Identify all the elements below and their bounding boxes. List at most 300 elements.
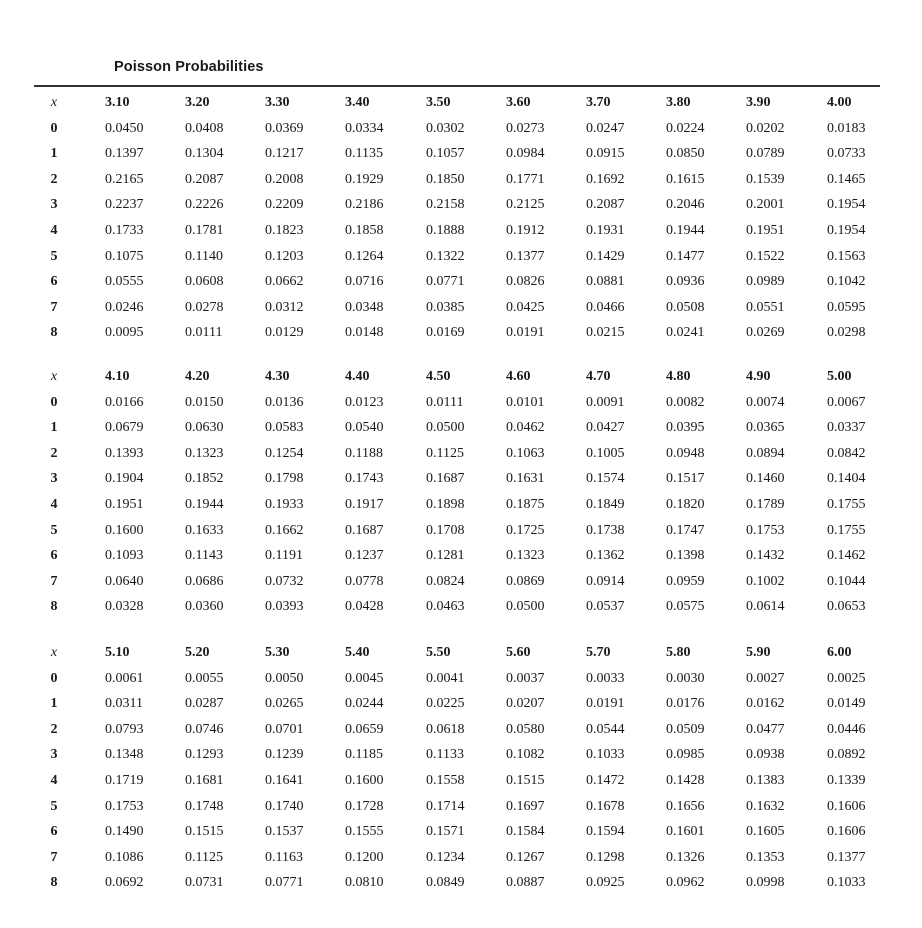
probability-cell: 0.1188 <box>345 445 383 461</box>
probability-cell: 0.0311 <box>105 696 143 712</box>
probability-cell: 0.0337 <box>827 420 866 436</box>
probability-cell: 0.0111 <box>426 394 464 410</box>
table-row <box>0 195 922 221</box>
table-header-row <box>0 367 922 393</box>
mean-column-header: 5.40 <box>345 645 370 660</box>
probability-cell: 0.1912 <box>506 223 545 238</box>
mean-column-header: 6.00 <box>827 645 852 660</box>
probability-cell: 0.0692 <box>105 875 144 891</box>
probability-cell: 0.1057 <box>426 146 465 162</box>
probability-cell: 0.1606 <box>827 798 866 814</box>
probability-cell: 0.0191 <box>586 696 625 712</box>
probability-cell: 0.0914 <box>586 573 625 589</box>
probability-cell: 0.1033 <box>827 875 866 891</box>
probability-cell: 0.0246 <box>105 299 144 315</box>
probability-cell: 0.0580 <box>506 721 545 737</box>
probability-cell: 0.0334 <box>345 120 384 136</box>
x-value: 2 <box>50 721 58 737</box>
probability-cell: 0.0789 <box>746 146 785 162</box>
probability-cell: 0.0810 <box>345 875 384 891</box>
probability-cell: 0.1931 <box>586 223 625 238</box>
probability-cell: 0.0887 <box>506 875 545 891</box>
probability-cell: 0.1133 <box>426 747 464 763</box>
x-value: 7 <box>50 849 58 865</box>
probability-cell: 0.1163 <box>265 849 303 865</box>
probability-cell: 0.0826 <box>506 274 545 290</box>
table-row <box>0 745 922 771</box>
probability-cell: 0.1697 <box>506 798 545 814</box>
probability-cell: 0.1404 <box>827 471 866 487</box>
probability-cell: 0.0207 <box>506 696 545 712</box>
probability-cell: 0.0662 <box>265 274 304 290</box>
probability-cell: 0.1944 <box>185 497 224 512</box>
mean-column-header: 4.80 <box>666 369 691 384</box>
probability-cell: 0.1191 <box>265 548 303 564</box>
probability-cell: 0.0793 <box>105 721 144 737</box>
probability-cell: 0.1678 <box>586 798 625 814</box>
probability-cell: 0.0771 <box>265 875 304 891</box>
probability-cell: 0.1326 <box>666 849 705 865</box>
x-value: 1 <box>50 696 58 712</box>
probability-cell: 0.0540 <box>345 420 384 436</box>
probability-cell: 0.1753 <box>746 522 785 538</box>
mean-column-header: 4.30 <box>265 369 290 384</box>
probability-cell: 0.1606 <box>827 824 866 840</box>
probability-cell: 0.1600 <box>345 773 384 788</box>
table-title: Poisson Probabilities <box>114 59 264 75</box>
probability-cell: 0.0082 <box>666 394 705 410</box>
x-value: 4 <box>50 497 58 512</box>
probability-cell: 0.1033 <box>586 747 625 763</box>
probability-cell: 0.1465 <box>827 171 866 187</box>
probability-cell: 0.1323 <box>185 445 224 461</box>
mean-column-header: 3.70 <box>586 95 611 110</box>
table-row <box>0 873 922 899</box>
probability-cell: 0.1740 <box>265 798 304 814</box>
probability-cell: 0.1042 <box>827 274 866 290</box>
x-value: 8 <box>50 875 58 891</box>
probability-cell: 0.1898 <box>426 497 465 512</box>
probability-cell: 0.0925 <box>586 875 625 891</box>
table-row <box>0 144 922 170</box>
probability-cell: 0.0509 <box>666 721 705 737</box>
probability-cell: 0.1733 <box>105 223 144 238</box>
x-value: 6 <box>50 274 58 290</box>
probability-cell: 0.1125 <box>185 849 223 865</box>
probability-cell: 0.1662 <box>265 522 304 538</box>
probability-cell: 0.1044 <box>827 573 866 589</box>
probability-cell: 0.2209 <box>265 197 304 213</box>
x-value: 5 <box>50 522 58 538</box>
probability-cell: 0.0149 <box>827 696 866 712</box>
mean-column-header: 5.10 <box>105 645 130 660</box>
probability-cell: 0.0732 <box>265 573 304 589</box>
probability-cell: 0.0778 <box>345 573 384 589</box>
probability-cell: 0.1234 <box>426 849 465 865</box>
probability-cell: 0.0278 <box>185 299 224 315</box>
probability-cell: 0.2087 <box>586 197 625 213</box>
mean-column-header: 3.60 <box>506 95 531 110</box>
probability-cell: 0.1537 <box>265 824 304 840</box>
probability-cell: 0.0150 <box>185 394 224 410</box>
x-column-header: x <box>50 95 58 110</box>
table-row <box>0 572 922 598</box>
probability-cell: 0.1875 <box>506 497 545 512</box>
probability-cell: 0.0842 <box>827 445 866 461</box>
probability-cell: 0.2226 <box>185 197 224 213</box>
probability-cell: 0.1063 <box>506 445 545 461</box>
probability-cell: 0.1383 <box>746 773 785 788</box>
probability-cell: 0.1728 <box>345 798 384 814</box>
table-row <box>0 848 922 874</box>
table-row <box>0 495 922 521</box>
probability-cell: 0.1574 <box>586 471 625 487</box>
x-value: 2 <box>50 171 58 187</box>
mean-column-header: 5.60 <box>506 645 531 660</box>
probability-cell: 0.1472 <box>586 773 625 788</box>
probability-cell: 0.1747 <box>666 522 705 538</box>
probability-cell: 0.1823 <box>265 223 304 238</box>
table-row <box>0 221 922 247</box>
probability-cell: 0.0241 <box>666 325 705 341</box>
probability-cell: 0.1281 <box>426 548 465 564</box>
mean-column-header: 5.30 <box>265 645 290 660</box>
probability-cell: 0.0477 <box>746 721 785 737</box>
probability-cell: 0.2125 <box>506 197 545 213</box>
x-value: 0 <box>50 670 58 686</box>
x-value: 7 <box>50 299 58 315</box>
probability-cell: 0.1539 <box>746 171 785 187</box>
probability-cell: 0.0425 <box>506 299 545 315</box>
probability-cell: 0.1798 <box>265 471 304 487</box>
probability-cell: 0.0298 <box>827 325 866 341</box>
probability-cell: 0.2165 <box>105 171 144 187</box>
probability-cell: 0.0466 <box>586 299 625 315</box>
probability-cell: 0.0575 <box>666 599 705 615</box>
probability-cell: 0.0989 <box>746 274 785 290</box>
mean-column-header: 4.60 <box>506 369 531 384</box>
probability-cell: 0.0938 <box>746 747 785 763</box>
x-column-header: x <box>50 645 58 660</box>
probability-cell: 0.1687 <box>345 522 384 538</box>
probability-cell: 0.0640 <box>105 573 144 589</box>
probability-cell: 0.0892 <box>827 747 866 763</box>
probability-cell: 0.1951 <box>105 497 144 512</box>
mean-column-header: 4.20 <box>185 369 210 384</box>
mean-column-header: 3.50 <box>426 95 451 110</box>
probability-cell: 0.0393 <box>265 599 304 615</box>
probability-cell: 0.0998 <box>746 875 785 891</box>
probability-cell: 0.0959 <box>666 573 705 589</box>
mean-column-header: 3.80 <box>666 95 691 110</box>
probability-cell: 0.0244 <box>345 696 384 712</box>
table-row <box>0 546 922 572</box>
probability-cell: 0.1093 <box>105 548 144 564</box>
probability-cell: 0.1517 <box>666 471 705 487</box>
probability-cell: 0.0176 <box>666 696 705 712</box>
probability-cell: 0.0716 <box>345 274 384 290</box>
table-row <box>0 323 922 349</box>
probability-cell: 0.0111 <box>185 325 223 341</box>
probability-cell: 0.0731 <box>185 875 224 891</box>
probability-cell: 0.0595 <box>827 299 866 315</box>
probability-cell: 0.0247 <box>586 120 625 136</box>
probability-cell: 0.0408 <box>185 120 224 136</box>
probability-cell: 0.0537 <box>586 599 625 615</box>
probability-cell: 0.1203 <box>265 248 304 264</box>
probability-cell: 0.0365 <box>746 420 785 436</box>
probability-cell: 0.1339 <box>827 773 866 788</box>
x-value: 4 <box>50 223 58 238</box>
table-row <box>0 597 922 623</box>
probability-cell: 0.1237 <box>345 548 384 564</box>
probability-cell: 0.1522 <box>746 248 785 264</box>
probability-cell: 0.0030 <box>666 670 705 686</box>
probability-cell: 0.1755 <box>827 522 866 538</box>
mean-column-header: 3.10 <box>105 95 130 110</box>
probability-cell: 0.1217 <box>265 146 304 162</box>
probability-cell: 0.0123 <box>345 394 384 410</box>
probability-cell: 0.1904 <box>105 471 144 487</box>
probability-cell: 0.0733 <box>827 146 866 162</box>
probability-cell: 0.1641 <box>265 773 304 788</box>
probability-cell: 0.1140 <box>185 248 223 264</box>
probability-cell: 0.0686 <box>185 573 224 589</box>
probability-cell: 0.0074 <box>746 394 785 410</box>
probability-cell: 0.0224 <box>666 120 705 136</box>
x-value: 7 <box>50 573 58 589</box>
mean-column-header: 5.50 <box>426 645 451 660</box>
table-row <box>0 771 922 797</box>
mean-column-header: 4.10 <box>105 369 130 384</box>
mean-column-header: 4.40 <box>345 369 370 384</box>
mean-column-header: 5.20 <box>185 645 210 660</box>
probability-cell: 0.1687 <box>426 471 465 487</box>
probability-cell: 0.2158 <box>426 197 465 213</box>
table-row <box>0 469 922 495</box>
probability-cell: 0.1601 <box>666 824 705 840</box>
probability-cell: 0.0551 <box>746 299 785 315</box>
table-header-row <box>0 643 922 669</box>
mean-column-header: 4.70 <box>586 369 611 384</box>
probability-cell: 0.0881 <box>586 274 625 290</box>
probability-cell: 0.1558 <box>426 773 465 788</box>
probability-cell: 0.2046 <box>666 197 705 213</box>
probability-cell: 0.0129 <box>265 325 304 341</box>
probability-cell: 0.0136 <box>265 394 304 410</box>
probability-cell: 0.0395 <box>666 420 705 436</box>
probability-cell: 0.1323 <box>506 548 545 564</box>
x-value: 6 <box>50 548 58 564</box>
probability-cell: 0.0095 <box>105 325 144 341</box>
probability-cell: 0.1362 <box>586 548 625 564</box>
probability-cell: 0.0033 <box>586 670 625 686</box>
probability-cell: 0.0450 <box>105 120 144 136</box>
probability-cell: 0.1002 <box>746 573 785 589</box>
probability-cell: 0.0360 <box>185 599 224 615</box>
probability-cell: 0.0037 <box>506 670 545 686</box>
probability-cell: 0.1428 <box>666 773 705 788</box>
x-value: 1 <box>50 146 58 162</box>
probability-cell: 0.2237 <box>105 197 144 213</box>
mean-column-header: 5.80 <box>666 645 691 660</box>
probability-cell: 0.1239 <box>265 747 304 763</box>
probability-cell: 0.0500 <box>506 599 545 615</box>
probability-cell: 0.0269 <box>746 325 785 341</box>
probability-cell: 0.0915 <box>586 146 625 162</box>
probability-cell: 0.1631 <box>506 471 545 487</box>
probability-cell: 0.1254 <box>265 445 304 461</box>
probability-cell: 0.1304 <box>185 146 224 162</box>
probability-cell: 0.0948 <box>666 445 705 461</box>
probability-cell: 0.0265 <box>265 696 304 712</box>
probability-cell: 0.1954 <box>827 223 866 238</box>
probability-cell: 0.1692 <box>586 171 625 187</box>
probability-cell: 0.0055 <box>185 670 224 686</box>
probability-cell: 0.1125 <box>426 445 464 461</box>
probability-cell: 0.0869 <box>506 573 545 589</box>
probability-cell: 0.0659 <box>345 721 384 737</box>
probability-cell: 0.1605 <box>746 824 785 840</box>
probability-cell: 0.0225 <box>426 696 465 712</box>
probability-cell: 0.1005 <box>586 445 625 461</box>
probability-cell: 0.0583 <box>265 420 304 436</box>
table-header-row <box>0 93 922 119</box>
probability-cell: 0.1490 <box>105 824 144 840</box>
x-value: 5 <box>50 248 58 264</box>
probability-cell: 0.0849 <box>426 875 465 891</box>
table-row <box>0 170 922 196</box>
probability-cell: 0.1954 <box>827 197 866 213</box>
probability-cell: 0.0287 <box>185 696 224 712</box>
mean-column-header: 4.90 <box>746 369 771 384</box>
probability-cell: 0.1852 <box>185 471 224 487</box>
probability-cell: 0.1743 <box>345 471 384 487</box>
probability-cell: 0.1725 <box>506 522 545 538</box>
x-value: 3 <box>50 747 58 763</box>
mean-column-header: 4.50 <box>426 369 451 384</box>
probability-cell: 0.0273 <box>506 120 545 136</box>
probability-cell: 0.0328 <box>105 599 144 615</box>
probability-cell: 0.1377 <box>827 849 866 865</box>
probability-cell: 0.0446 <box>827 721 866 737</box>
probability-cell: 0.1789 <box>746 497 785 512</box>
probability-cell: 0.0427 <box>586 420 625 436</box>
x-column-header: x <box>50 369 58 384</box>
probability-cell: 0.1781 <box>185 223 224 238</box>
probability-cell: 0.1353 <box>746 849 785 865</box>
probability-cell: 0.0653 <box>827 599 866 615</box>
probability-cell: 0.0508 <box>666 299 705 315</box>
probability-cell: 0.0025 <box>827 670 866 686</box>
probability-cell: 0.1656 <box>666 798 705 814</box>
probability-cell: 0.1322 <box>426 248 465 264</box>
probability-cell: 0.1563 <box>827 248 866 264</box>
probability-cell: 0.1917 <box>345 497 384 512</box>
probability-cell: 0.0679 <box>105 420 144 436</box>
probability-cell: 0.0894 <box>746 445 785 461</box>
probability-cell: 0.0041 <box>426 670 465 686</box>
table-row <box>0 272 922 298</box>
probability-cell: 0.1393 <box>105 445 144 461</box>
probability-cell: 0.1600 <box>105 522 144 538</box>
probability-cell: 0.2001 <box>746 197 785 213</box>
probability-cell: 0.0312 <box>265 299 304 315</box>
x-value: 0 <box>50 394 58 410</box>
probability-cell: 0.0191 <box>506 325 545 341</box>
probability-cell: 0.0985 <box>666 747 705 763</box>
probability-cell: 0.1748 <box>185 798 224 814</box>
x-value: 3 <box>50 197 58 213</box>
probability-cell: 0.1086 <box>105 849 144 865</box>
probability-cell: 0.0614 <box>746 599 785 615</box>
probability-cell: 0.1515 <box>185 824 224 840</box>
probability-cell: 0.0050 <box>265 670 304 686</box>
mean-column-header: 4.00 <box>827 95 852 110</box>
probability-cell: 0.1951 <box>746 223 785 238</box>
probability-cell: 0.0850 <box>666 146 705 162</box>
probability-cell: 0.2186 <box>345 197 384 213</box>
probability-cell: 0.0608 <box>185 274 224 290</box>
probability-cell: 0.1719 <box>105 773 144 788</box>
probability-cell: 0.0618 <box>426 721 465 737</box>
x-value: 0 <box>50 120 58 136</box>
probability-cell: 0.1632 <box>746 798 785 814</box>
probability-cell: 0.1377 <box>506 248 545 264</box>
x-value: 4 <box>50 773 58 788</box>
probability-cell: 0.1708 <box>426 522 465 538</box>
probability-cell: 0.1755 <box>827 497 866 512</box>
probability-cell: 0.0369 <box>265 120 304 136</box>
probability-cell: 0.1850 <box>426 171 465 187</box>
probability-cell: 0.0348 <box>345 299 384 315</box>
probability-cell: 0.1849 <box>586 497 625 512</box>
probability-cell: 0.0215 <box>586 325 625 341</box>
probability-cell: 0.0462 <box>506 420 545 436</box>
x-value: 8 <box>50 599 58 615</box>
probability-cell: 0.1082 <box>506 747 545 763</box>
probability-cell: 0.0045 <box>345 670 384 686</box>
x-value: 8 <box>50 325 58 341</box>
probability-cell: 0.1477 <box>666 248 705 264</box>
probability-cell: 0.2087 <box>185 171 224 187</box>
probability-cell: 0.1633 <box>185 522 224 538</box>
probability-cell: 0.1143 <box>185 548 223 564</box>
table-row <box>0 247 922 273</box>
probability-cell: 0.1584 <box>506 824 545 840</box>
x-value: 3 <box>50 471 58 487</box>
probability-cell: 0.0101 <box>506 394 545 410</box>
mean-column-header: 3.30 <box>265 95 290 110</box>
probability-cell: 0.0701 <box>265 721 304 737</box>
probability-cell: 0.1594 <box>586 824 625 840</box>
probability-cell: 0.1429 <box>586 248 625 264</box>
probability-cell: 0.0500 <box>426 420 465 436</box>
probability-cell: 0.1135 <box>345 146 383 162</box>
probability-cell: 0.1753 <box>105 798 144 814</box>
table-row <box>0 720 922 746</box>
probability-cell: 0.0555 <box>105 274 144 290</box>
table-row <box>0 521 922 547</box>
table-row <box>0 393 922 419</box>
probability-cell: 0.1264 <box>345 248 384 264</box>
probability-cell: 0.0067 <box>827 394 866 410</box>
probability-cell: 0.1398 <box>666 548 705 564</box>
mean-column-header: 3.20 <box>185 95 210 110</box>
probability-cell: 0.0183 <box>827 120 866 136</box>
probability-cell: 0.1298 <box>586 849 625 865</box>
probability-cell: 0.1185 <box>345 747 383 763</box>
